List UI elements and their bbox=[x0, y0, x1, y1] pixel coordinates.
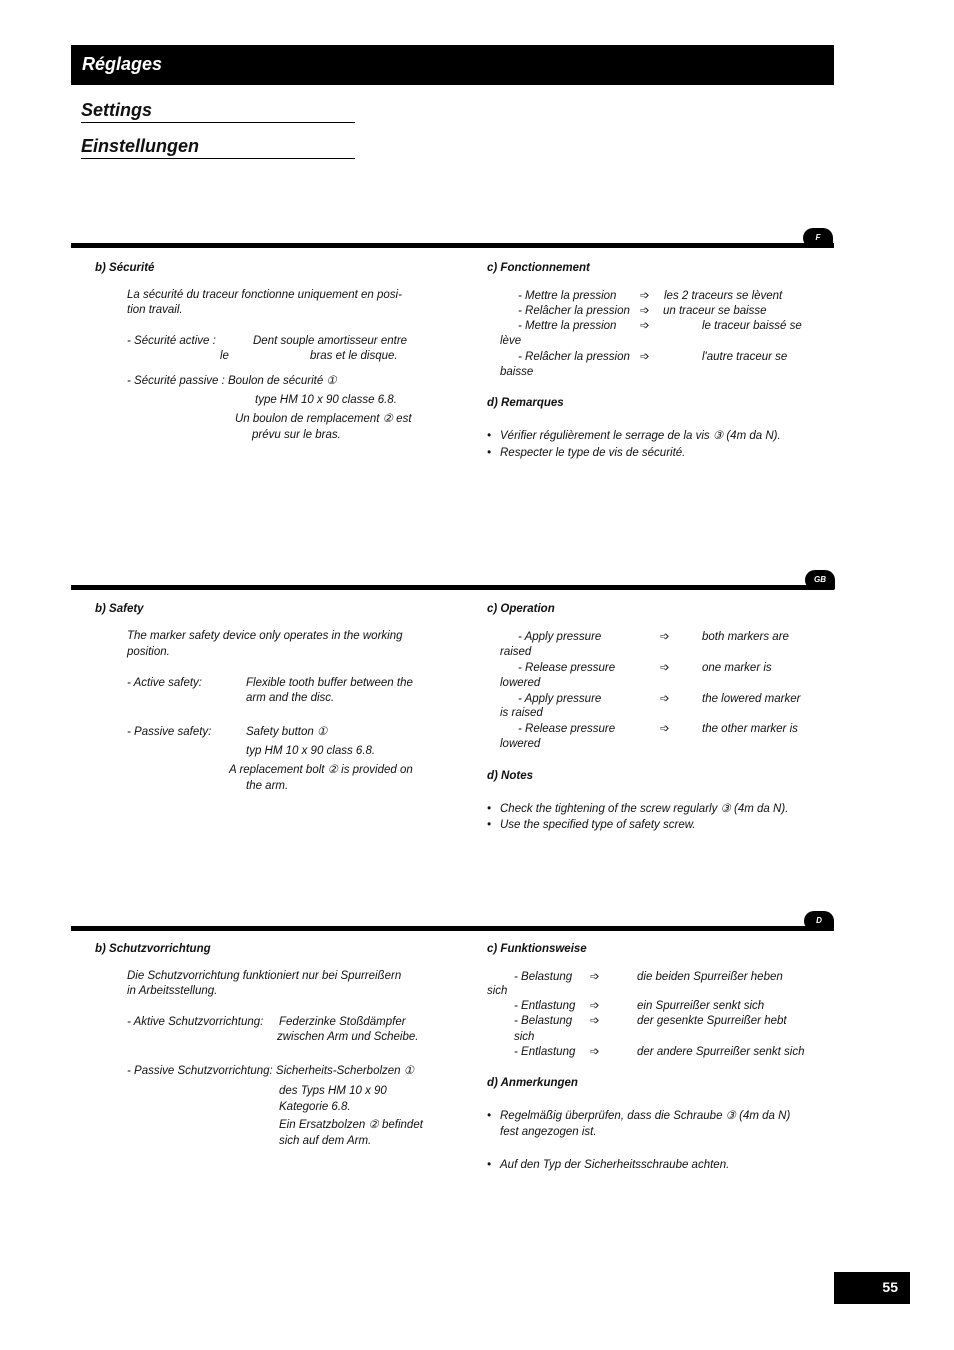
gb-safety-text: position. bbox=[127, 646, 170, 658]
gb-op-action: - Release pressure bbox=[518, 723, 616, 735]
de-op-action: - Entlastung bbox=[514, 1046, 576, 1058]
fr-op-action: - Mettre la pression bbox=[518, 320, 617, 332]
arrow-icon: ➩ bbox=[590, 1046, 600, 1058]
de-op-result: ein Spurreißer senkt sich bbox=[637, 1000, 765, 1012]
page-number-box bbox=[834, 1272, 910, 1304]
bullet-icon: • bbox=[487, 819, 492, 831]
arrow-icon: ➩ bbox=[590, 971, 600, 983]
fr-op-result-wrap: lève bbox=[500, 335, 522, 347]
arrow-icon: ➩ bbox=[660, 723, 670, 735]
de-safety-text: in Arbeitsstellung. bbox=[127, 985, 218, 997]
fr-note: Vérifier régulièrement le serrage de la vis ③ (4m da N). bbox=[500, 430, 781, 442]
fr-active-text: Dent souple amortisseur entre bbox=[253, 335, 408, 347]
gb-operation-heading: c) Operation bbox=[487, 603, 555, 615]
arrow-icon: ➩ bbox=[590, 1015, 600, 1027]
gb-op-result: one marker is bbox=[702, 662, 772, 674]
gb-active-text: Flexible tooth buffer between the bbox=[246, 677, 413, 689]
bullet-icon: • bbox=[487, 430, 492, 442]
gb-op-action: - Apply pressure bbox=[518, 693, 602, 705]
section-rule-gb bbox=[71, 585, 834, 590]
gb-passive-text: Safety button ① bbox=[246, 726, 328, 738]
gb-op-result: the lowered marker bbox=[702, 693, 801, 705]
language-tab-gb: GB bbox=[805, 570, 835, 590]
de-passive-text: Ein Ersatzbolzen ② befindet bbox=[279, 1119, 423, 1131]
gb-op-action: - Release pressure bbox=[518, 662, 616, 674]
fr-passive-text: prévu sur le bras. bbox=[252, 429, 341, 441]
gb-notes-heading: d) Notes bbox=[487, 770, 533, 782]
de-op-action: - Belastung bbox=[514, 971, 573, 983]
language-tab-de: D bbox=[804, 911, 834, 931]
fr-safety-text: La sécurité du traceur fonctionne uniquement en posi- bbox=[127, 289, 402, 301]
fr-op-result: l'autre traceur se bbox=[702, 351, 788, 363]
gb-op-action: - Apply pressure bbox=[518, 631, 602, 643]
subtitle-settings: Settings bbox=[81, 100, 355, 123]
fr-passive-text: Un boulon de remplacement ② est bbox=[235, 413, 412, 425]
de-active-text: Federzinke Stoßdämpfer bbox=[279, 1016, 406, 1028]
gb-op-result-wrap: is raised bbox=[500, 707, 543, 719]
gb-passive-text: A replacement bolt ② is provided on bbox=[229, 764, 413, 776]
gb-passive-label: - Passive safety: bbox=[127, 726, 212, 738]
de-op-result-wrap: sich bbox=[514, 1031, 535, 1043]
fr-op-action: - Mettre la pression bbox=[518, 290, 617, 302]
de-op-action: - Belastung bbox=[514, 1015, 573, 1027]
de-op-action: - Entlastung bbox=[514, 1000, 576, 1012]
fr-op-result: les 2 traceurs se lèvent bbox=[664, 290, 783, 302]
arrow-icon: ➩ bbox=[640, 305, 650, 317]
de-note: Auf den Typ der Sicherheitsschraube achten. bbox=[500, 1159, 730, 1171]
de-passive-label: - Passive Schutzvorrichtung: Sicherheits-Scherbolzen ① bbox=[127, 1065, 415, 1077]
de-active-text: zwischen Arm und Scheibe. bbox=[277, 1031, 419, 1043]
bullet-icon: • bbox=[487, 803, 492, 815]
de-note: Regelmäßig überprüfen, dass die Schraube ③ (4m da N) bbox=[500, 1110, 791, 1122]
gb-passive-text: the arm. bbox=[246, 780, 289, 792]
arrow-icon: ➩ bbox=[660, 693, 670, 705]
de-passive-text: Kategorie 6.8. bbox=[279, 1101, 351, 1113]
gb-note: Use the specified type of safety screw. bbox=[500, 819, 696, 831]
gb-op-result-wrap: lowered bbox=[500, 677, 541, 689]
subtitle-einstellungen: Einstellungen bbox=[81, 136, 355, 159]
fr-op-action: - Relâcher la pression bbox=[518, 305, 630, 317]
gb-safety-text: The marker safety device only operates in the working bbox=[127, 630, 403, 642]
fr-passive-label: - Sécurité passive : Boulon de sécurité ① bbox=[127, 375, 337, 387]
fr-op-result: le traceur baissé se bbox=[702, 320, 802, 332]
gb-passive-text: typ HM 10 x 90 class 6.8. bbox=[246, 745, 376, 757]
fr-active-text: bras et le disque. bbox=[310, 350, 398, 362]
gb-op-result: the other marker is bbox=[702, 723, 798, 735]
bullet-icon: • bbox=[487, 1159, 492, 1171]
section-rule-de bbox=[71, 926, 834, 931]
de-notes-heading: d) Anmerkungen bbox=[487, 1077, 578, 1089]
arrow-icon: ➩ bbox=[640, 290, 650, 302]
gb-op-result-wrap: lowered bbox=[500, 738, 541, 750]
fr-op-action: - Relâcher la pression bbox=[518, 351, 630, 363]
fr-active-label: - Sécurité active : bbox=[127, 335, 216, 347]
gb-active-label: - Active safety: bbox=[127, 677, 202, 689]
de-op-result-wrap: sich bbox=[487, 985, 508, 997]
gb-safety-heading: b) Safety bbox=[95, 603, 144, 615]
section-rule-fr bbox=[71, 243, 834, 248]
fr-op-result: un traceur se baisse bbox=[663, 305, 767, 317]
fr-notes-heading: d) Remarques bbox=[487, 397, 564, 409]
de-passive-text: sich auf dem Arm. bbox=[279, 1135, 372, 1147]
arrow-icon: ➩ bbox=[640, 320, 650, 332]
header-title: Réglages bbox=[82, 54, 163, 74]
gb-op-result-wrap: raised bbox=[500, 646, 532, 658]
de-active-label: - Aktive Schutzvorrichtung: bbox=[127, 1016, 264, 1028]
fr-operation-heading: c) Fonctionnement bbox=[487, 262, 590, 274]
arrow-icon: ➩ bbox=[590, 1000, 600, 1012]
bullet-icon: • bbox=[487, 1110, 492, 1122]
fr-safety-text: tion travail. bbox=[127, 304, 183, 316]
fr-active-text: le bbox=[220, 350, 229, 362]
de-op-result: der gesenkte Spurreißer hebt bbox=[637, 1015, 787, 1027]
de-safety-text: Die Schutzvorrichtung funktioniert nur bei Spurreißern bbox=[127, 970, 402, 982]
arrow-icon: ➩ bbox=[660, 631, 670, 643]
de-operation-heading: c) Funktionsweise bbox=[487, 943, 587, 955]
language-tab-fr: F bbox=[803, 228, 833, 248]
de-op-result: die beiden Spurreißer heben bbox=[637, 971, 783, 983]
fr-safety-heading: b) Sécurité bbox=[95, 262, 155, 274]
header-bar bbox=[71, 45, 834, 85]
fr-op-result-wrap: baisse bbox=[500, 366, 534, 378]
arrow-icon: ➩ bbox=[640, 351, 650, 363]
gb-note: Check the tightening of the screw regularly ③ (4m da N). bbox=[500, 803, 789, 815]
de-passive-text: des Typs HM 10 x 90 bbox=[279, 1085, 387, 1097]
de-note: fest angezogen ist. bbox=[500, 1126, 597, 1138]
bullet-icon: • bbox=[487, 447, 492, 459]
fr-passive-text: type HM 10 x 90 classe 6.8. bbox=[255, 394, 397, 406]
de-safety-heading: b) Schutzvorrichtung bbox=[95, 943, 211, 955]
arrow-icon: ➩ bbox=[660, 662, 670, 674]
de-op-result: der andere Spurreißer senkt sich bbox=[637, 1046, 805, 1058]
fr-note: Respecter le type de vis de sécurité. bbox=[500, 447, 686, 459]
gb-active-text: arm and the disc. bbox=[246, 692, 335, 704]
page-number: 55 bbox=[882, 1279, 898, 1295]
gb-op-result: both markers are bbox=[702, 631, 789, 643]
